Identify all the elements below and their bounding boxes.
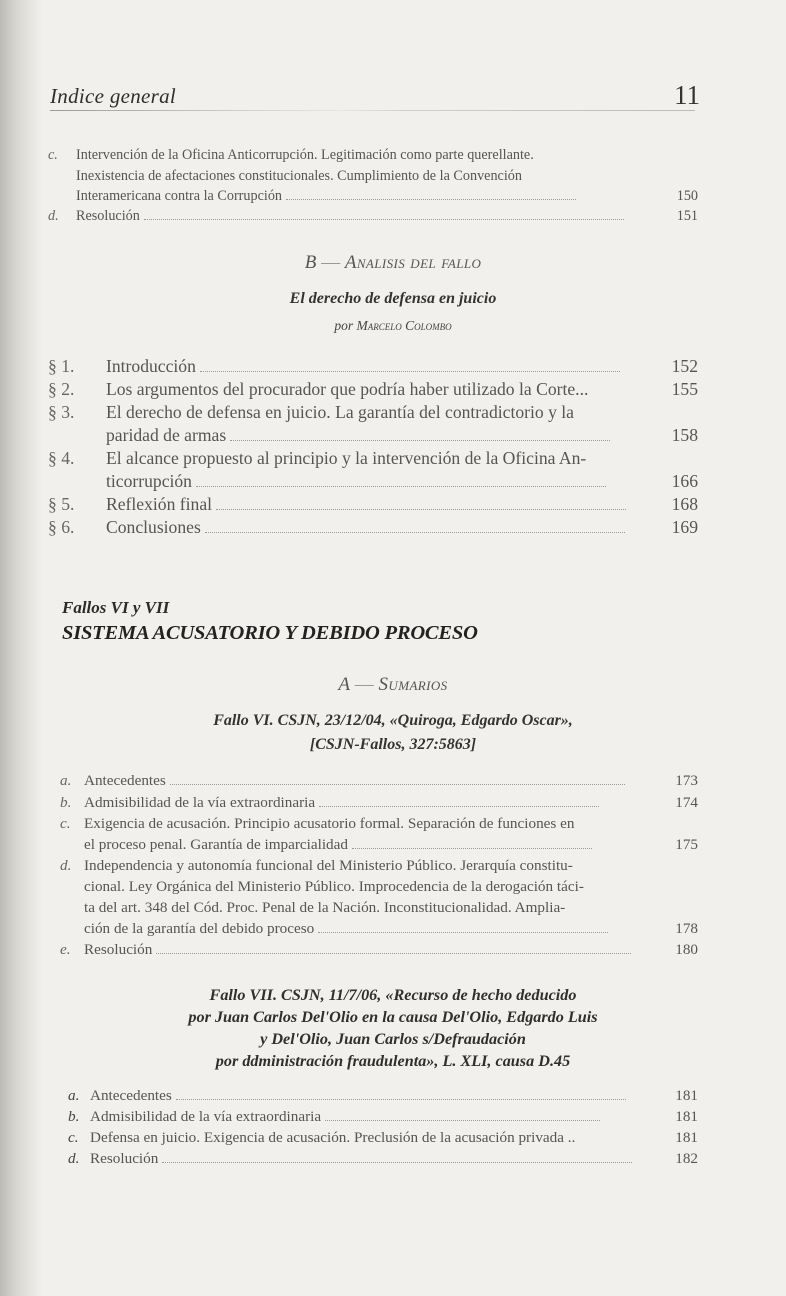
entry-page: 180 — [675, 941, 698, 958]
entry-text — [90, 1127, 655, 1148]
section-title: Sumarios — [378, 674, 448, 695]
entry-marker: d. — [60, 857, 72, 874]
fallo-vii-line: Fallo VII. CSJN, 11/7/06, «Recurso de hecho deducido — [209, 986, 577, 1004]
entry-line: Exigencia de acusación. Principio acusatorio formal. Separación de funciones en — [84, 815, 575, 832]
entry-line: Resolución — [90, 1150, 159, 1167]
leader-dots — [216, 509, 626, 510]
section-dash: — — [321, 252, 341, 273]
entry-line: Intervención de la Oficina Anticorrupción. Legitimación como parte querellante. — [76, 147, 534, 163]
entry-line: Los argumentos del procurador que podría haber utilizado la Corte... — [106, 379, 589, 399]
entry-page: 169 — [671, 517, 698, 537]
entry-marker: e. — [60, 941, 71, 958]
entry-text — [106, 516, 646, 539]
entry-page: 150 — [676, 188, 698, 204]
entry-line: Defensa en juicio. Exigencia de acusación. Preclusión de la acusación privada .. — [90, 1129, 576, 1146]
entry-line: Resolución — [76, 208, 140, 224]
essay-author — [0, 318, 786, 334]
entry-page: 181 — [675, 1129, 698, 1146]
entry-marker: d. — [68, 1150, 80, 1167]
entry-page: 168 — [671, 494, 698, 514]
entry-marker: c. — [68, 1129, 79, 1146]
section-b-heading — [0, 252, 786, 274]
entry-page: 166 — [671, 471, 698, 491]
entry-page: 175 — [675, 836, 698, 853]
entry-marker: c. — [60, 815, 71, 832]
leader-dots — [200, 371, 620, 372]
entry-marker: § 4. — [48, 448, 75, 468]
section-dash: — — [354, 674, 374, 695]
entry-page: 155 — [671, 379, 698, 399]
leader-dots — [230, 440, 610, 441]
entry-page: 151 — [676, 208, 698, 224]
leader-dots — [325, 1120, 600, 1121]
entry-page: 181 — [675, 1108, 698, 1125]
entry-text — [84, 939, 654, 960]
entry-text — [84, 792, 654, 813]
entry-marker: § 5. — [48, 494, 75, 514]
entry-line: Admisibilidad de la vía extraordinaria — [84, 794, 316, 811]
entry-text — [76, 206, 666, 227]
entry-marker: b. — [68, 1108, 80, 1125]
leader-dots — [176, 1099, 626, 1100]
fallo-vi-citation: [CSJN-Fallos, 327:5863] — [309, 736, 477, 753]
header-rule — [50, 110, 695, 111]
entry-line: Introducción — [106, 356, 196, 376]
entry-marker: d. — [48, 208, 59, 224]
entry-text — [106, 378, 646, 401]
running-title: Indice general — [50, 84, 177, 108]
entry-text — [106, 493, 646, 516]
entry-line: ticorrupción — [106, 471, 192, 491]
leader-dots — [156, 953, 631, 954]
fallo-vii-line: por ddministración fraudulenta», L. XLI, causa D.45 — [215, 1052, 571, 1070]
entry-line: Independencia y autonomía funcional del Ministerio Público. Jerarquía constitu- — [84, 857, 573, 874]
fallos-label: Fallos VI y VII — [62, 598, 170, 617]
entry-marker: § 2. — [48, 379, 75, 399]
entry-page: 182 — [675, 1150, 698, 1167]
entry-line: Interamericana contra la Corrupción — [76, 188, 283, 204]
entry-page: 174 — [675, 794, 698, 811]
entry-text — [106, 355, 646, 378]
leader-dots — [196, 486, 606, 487]
entry-marker: § 6. — [48, 517, 75, 537]
author-prefix: por — [334, 318, 354, 333]
entry-marker: b. — [60, 794, 72, 811]
entry-text — [84, 855, 654, 939]
entry-marker: a. — [68, 1087, 80, 1104]
toc-entry — [48, 206, 698, 227]
entry-page: 181 — [675, 1087, 698, 1104]
section-a-heading — [0, 674, 786, 696]
fallos-title: SISTEMA ACUSATORIO Y DEBIDO PROCESO — [62, 622, 478, 644]
entry-line: cional. Ley Orgánica del Ministerio Público. Improcedencia de la derogación táci- — [84, 878, 584, 895]
entry-line: Reflexión final — [106, 494, 213, 514]
entry-line: Inexistencia de afectaciones constitucionales. Cumplimiento de la Convención — [76, 167, 522, 184]
toc-entry — [48, 145, 698, 207]
leader-dots — [319, 806, 599, 807]
leader-dots — [144, 219, 624, 220]
entry-line: paridad de armas — [106, 425, 227, 445]
entry-marker: § 1. — [48, 356, 75, 376]
entry-line: El derecho de defensa en juicio. La garantía del contradictorio y la — [106, 402, 574, 422]
leader-dots — [318, 932, 608, 933]
entry-page: 173 — [675, 772, 698, 789]
fallo-vii-line: y Del'Olio, Juan Carlos s/Defraudación — [260, 1030, 526, 1048]
entry-page: 152 — [671, 356, 698, 376]
running-header — [50, 80, 700, 112]
entry-text — [106, 447, 646, 493]
entry-text — [84, 813, 654, 855]
entry-marker: § 3. — [48, 402, 75, 422]
entry-marker: a. — [60, 772, 72, 789]
entry-line: el proceso penal. Garantía de imparcialidad — [84, 836, 348, 853]
leader-dots — [162, 1162, 632, 1163]
entry-page: 158 — [671, 425, 698, 445]
entry-marker: c. — [48, 147, 58, 163]
entry-text — [90, 1106, 655, 1127]
entry-line: El alcance propuesto al principio y la intervención de la Oficina An- — [106, 448, 587, 468]
leader-dots — [352, 848, 592, 849]
entry-line: ta del art. 348 del Cód. Proc. Penal de la Nación. Inconstitucionalidad. Amplia- — [84, 899, 566, 916]
entry-text — [106, 401, 646, 447]
section-letter: B — [304, 252, 317, 273]
entry-text — [84, 770, 654, 791]
entry-text — [90, 1085, 655, 1106]
section-title: Analisis del fallo — [344, 252, 482, 273]
leader-dots — [170, 784, 625, 785]
entry-line: Antecedentes — [90, 1087, 172, 1104]
fallo-vii-heading — [0, 984, 786, 1072]
fallo-vi-heading: Fallo VI. CSJN, 23/12/04, «Quiroga, Edgardo Oscar», — [213, 712, 573, 729]
entry-line: Antecedentes — [84, 772, 166, 789]
entry-text — [76, 145, 666, 207]
leader-dots — [286, 199, 576, 200]
entry-line: Conclusiones — [106, 517, 201, 537]
page-number: 11 — [674, 80, 700, 110]
fallo-vii-line: por Juan Carlos Del'Olio en la causa Del'Olio, Edgardo Luis — [188, 1008, 598, 1026]
entry-line: Resolución — [84, 941, 153, 958]
author-name: Marcelo Colombo — [356, 318, 452, 333]
leader-dots — [205, 532, 625, 533]
entry-line: Admisibilidad de la vía extraordinaria — [90, 1108, 322, 1125]
entry-page: 178 — [675, 920, 698, 937]
entry-line: ción de la garantía del debido proceso — [84, 920, 315, 937]
section-letter: A — [338, 674, 351, 695]
entry-text — [90, 1148, 655, 1169]
essay-title: El derecho de defensa en juicio — [289, 290, 497, 307]
